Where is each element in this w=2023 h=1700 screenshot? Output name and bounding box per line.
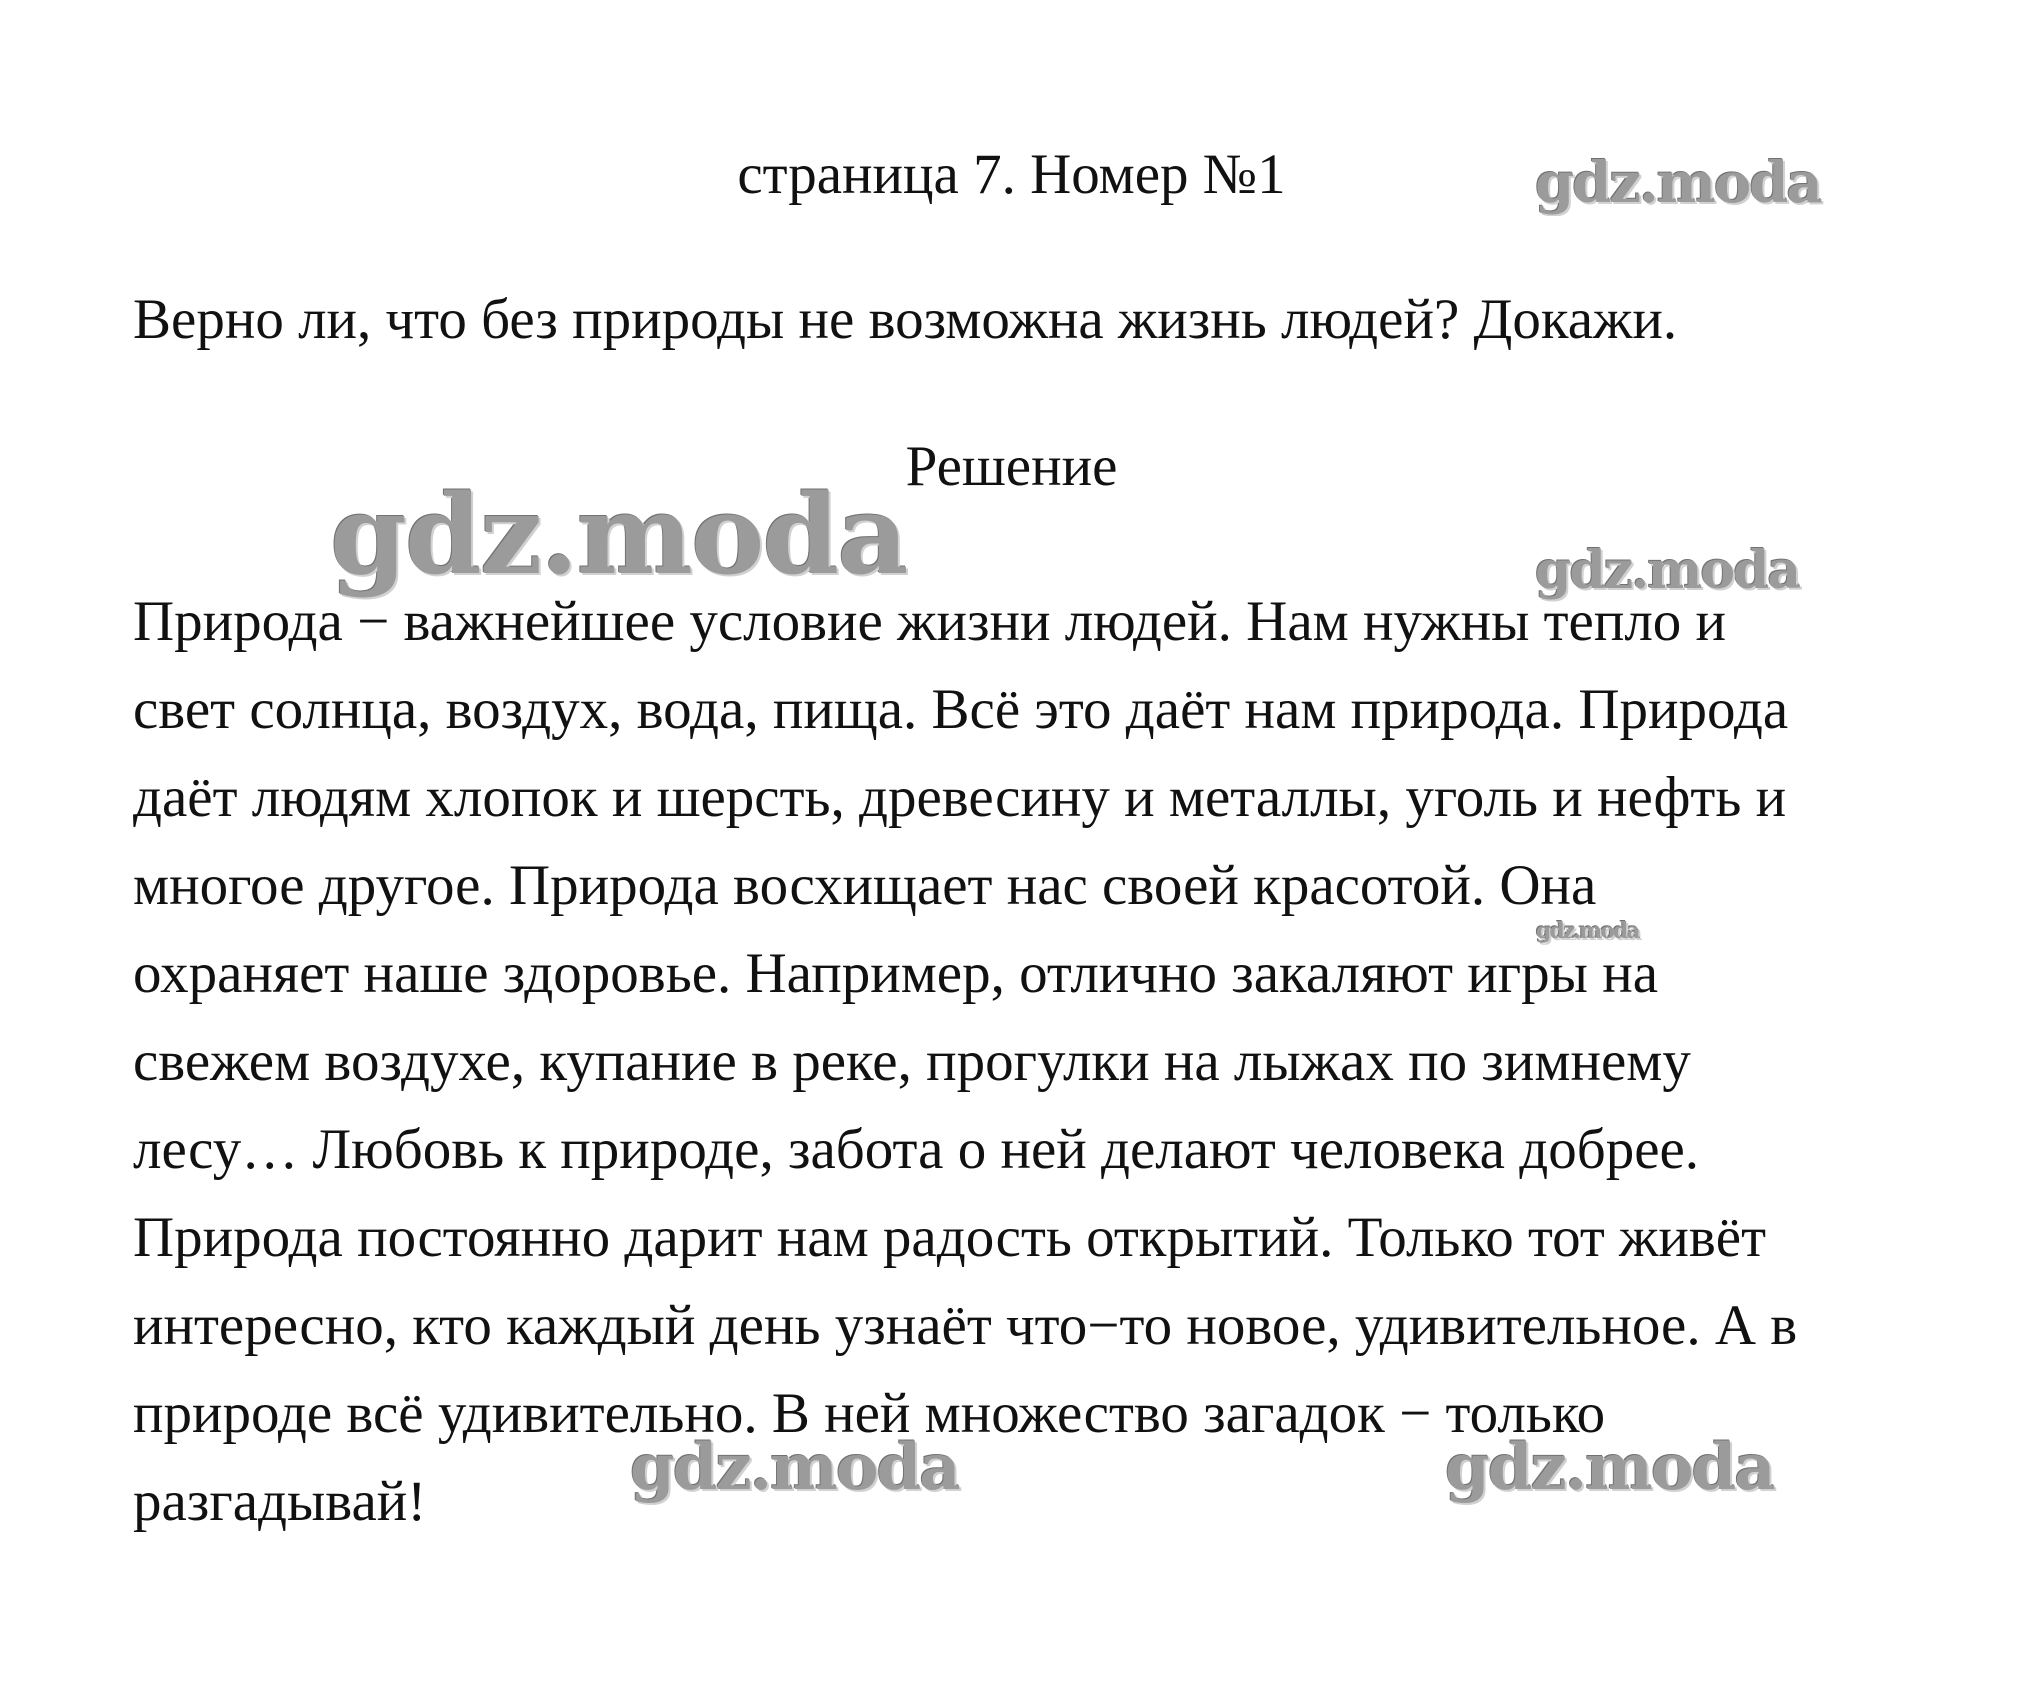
answer-line: свежем воздухе, купание в реке, прогулки на лыжах по зимнему: [133, 1030, 1691, 1093]
answer-line: свет солнца, воздух, вода, пища. Всё это даёт нам природа. Природа: [133, 678, 1789, 741]
answer-line: многое другое. Природа восхищает нас своей красотой. Она: [133, 854, 1597, 917]
watermark: gdz.moda: [1536, 918, 1639, 944]
watermark: gdz.moda: [1445, 1430, 1774, 1505]
answer-line: интересно, кто каждый день узнаёт что−то новое, удивительное. А в: [133, 1294, 1798, 1357]
answer-line: Природа постоянно дарит нам радость открытий. Только тот живёт: [133, 1206, 1767, 1269]
solution-title: Решение: [905, 435, 1118, 498]
watermark: gdz.moda: [330, 470, 907, 599]
watermark: gdz.moda: [630, 1430, 959, 1505]
answer-text: [133, 578, 1893, 1546]
answer-line: даёт людям хлопок и шерсть, древесину и металлы, уголь и нефть и: [133, 766, 1787, 829]
watermark: gdz.moda: [1535, 150, 1821, 216]
answer-line: лесу… Любовь к природе, забота о ней делают человека добрее.: [133, 1118, 1700, 1181]
watermark: gdz.moda: [1535, 540, 1800, 601]
answer-line: природе всё удивительно. В ней множество загадок − только: [133, 1382, 1606, 1445]
answer-line: охраняет наше здоровье. Например, отлично закаляют игры на: [133, 942, 1659, 1005]
page-heading: страница 7. Номер №1: [737, 143, 1286, 206]
answer-line: Природа − важнейшее условие жизни людей. Нам нужны тепло и: [133, 590, 1727, 653]
answer-line: разгадывай!: [133, 1470, 427, 1533]
question-text: Верно ли, что без природы не возможна жизнь людей? Докажи.: [133, 288, 1678, 351]
